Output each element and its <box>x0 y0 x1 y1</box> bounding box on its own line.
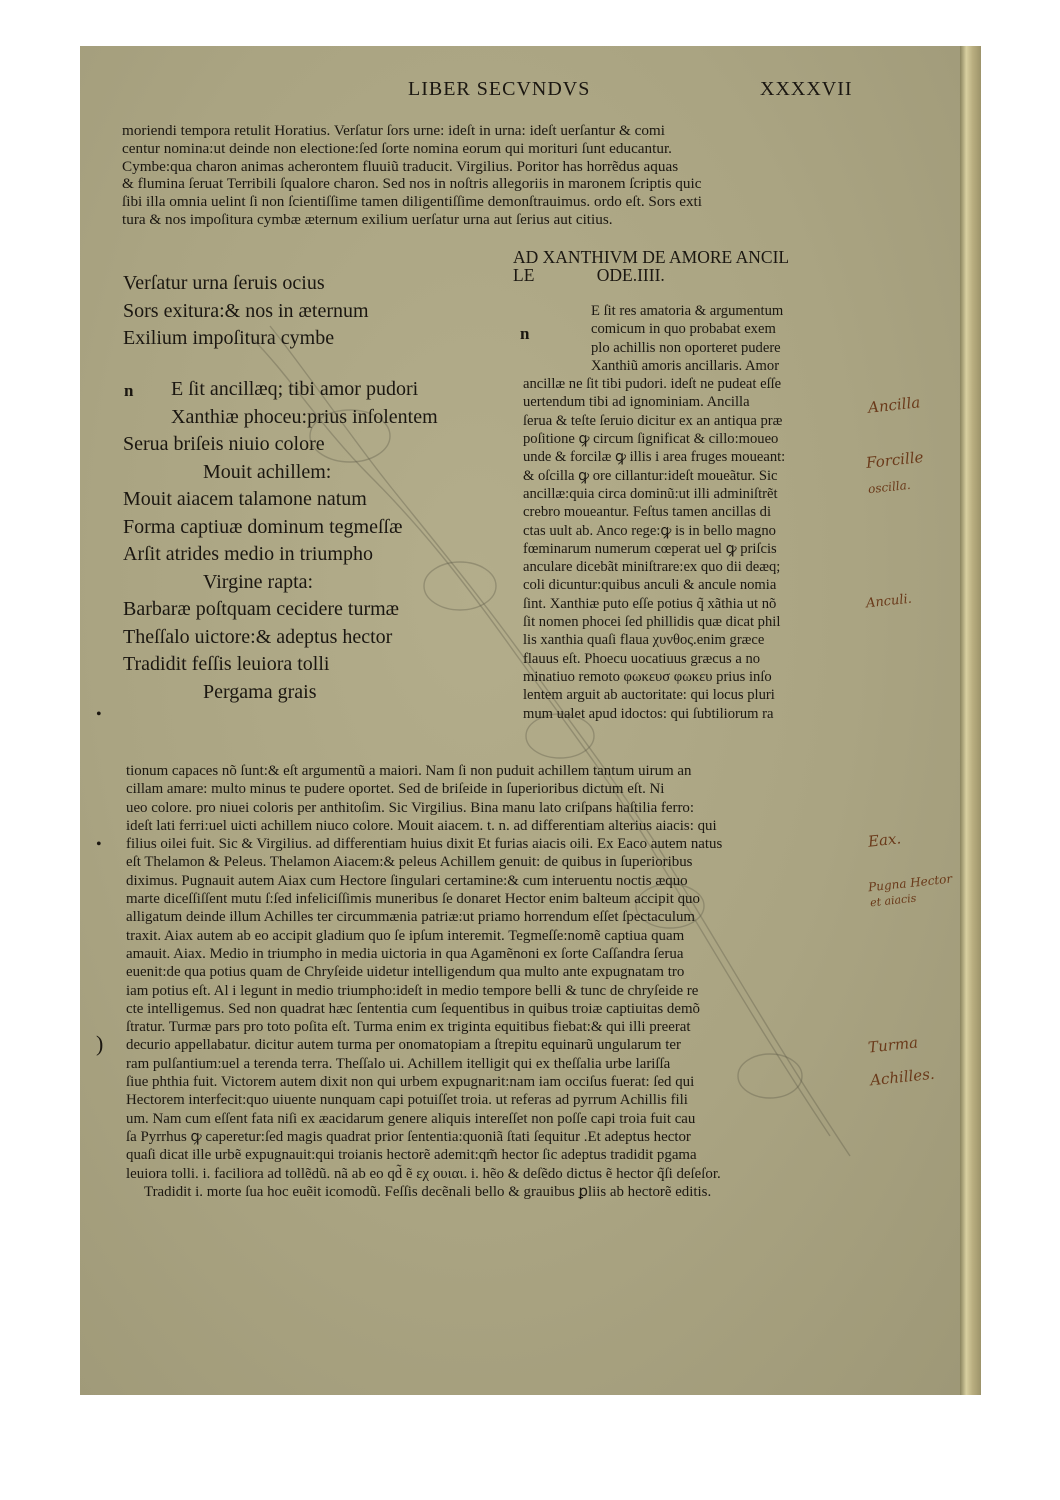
verse-line: Xanthiæ phoceu:prius inſolentem <box>171 405 438 428</box>
marginal-note: Forcille <box>865 448 925 472</box>
text-line: ctas uult ab. Anco rege:ꝙ is in bello magno <box>523 522 776 539</box>
verse-line: Tradidit feſſis leuiora tolli <box>123 653 330 675</box>
verse-stanza-1 <box>123 270 369 353</box>
text-line: tura & nos impoſitura cymbæ æternum exilium uerſatur urna aut ſerius aut citius. <box>122 210 613 228</box>
text-line: cillam amare: multo minus te pudere oportet. Sed de briſeide in ſuperioribus dictum eſt. Ni <box>126 781 665 798</box>
text-line: moriendi tempora retulit Horatius. Verſatur ſors urne: ideſt in urna: ideſt uerſantur & comi <box>122 122 665 139</box>
ode-title-le: LE <box>513 265 535 285</box>
text-line: leuiora tolli. i. faciliora ad tollẽdũ. nã ab eo qd̃ ẽ εχ ουιαι. i. hẽo & deſẽdo dictus ẽ hector q̃ſi deſeſor. <box>126 1165 721 1182</box>
marginal-note: Pugna Hector <box>867 871 953 895</box>
text-line: ancillæ ne ſit tibi pudori. ideſt ne pudeat eſſe <box>523 376 782 393</box>
text-line: ſtratur. Turmæ pars pro toto poſita eſt. Turma enim ex triginta equitibus fiebat:& qui illi preerat <box>126 1019 691 1036</box>
text-line: E ſit res amatoria & argumentum <box>591 303 784 319</box>
text-line: coli dicuntur:quibus anculi & ancule nomia <box>523 577 777 594</box>
text-line: ſiue phthia fuit. Victorem autem dixit non qui urbem expugnarit:nam iam occiſus fuerat: ſed qui <box>126 1074 695 1091</box>
text-line: um. Nam cum eſſent fata niſi ex æacidarum genere aliquis intereſſet non poſſe capi troia fuit cau <box>126 1110 696 1127</box>
text-line: ſibi illa omnia uelint ſi non ſcientiſſime tamen diligentiſſime demonſtrauimus. ordo eſt. Sors exti <box>122 193 702 211</box>
marginal-note: et aiacis <box>869 891 917 910</box>
text-line: tionum capaces nõ ſunt:& eſt argumentũ a maiori. Nam ſi non puduit achillem tantum uirum an <box>126 763 692 779</box>
right-commentary <box>523 302 785 723</box>
verse-line: Mouit achillem: <box>203 460 332 483</box>
verse-line: Forma captiuæ dominum tegmeſſæ <box>123 515 403 538</box>
scanned-page <box>80 46 981 1395</box>
folio-number: XXXXVII <box>760 78 853 100</box>
text-line: eſt Thelamon & Peleus. Thelamon Aiacem:& peleus Achillem genuit: de quibus in ſuperioribus <box>126 854 693 871</box>
ode-title-line-1: AD XANTHIVM DE AMORE ANCIL <box>513 247 790 267</box>
top-commentary <box>122 122 702 229</box>
marginal-note: Anculi. <box>865 591 913 612</box>
bottom-commentary <box>126 762 722 1201</box>
text-line: euenit:de qua potius quam de Chryſeide uidetur intelligendum qua multo ante expugnatam tro <box>126 964 685 981</box>
section-marker: n <box>520 324 530 343</box>
verse-line: Exilium impoſitura cymbe <box>123 327 335 349</box>
text-line: anculare dicebãt miniſtrare:ex quo dii deæq; <box>523 559 781 576</box>
text-line: crebro moueantur. Feſtus tamen ancillas di <box>523 504 772 521</box>
text-line: comicum in quo probabat exem <box>591 321 776 338</box>
verse-ode <box>123 376 438 706</box>
text-line: ideſt lati ferri:uel uicti achillem niuco colore. Mouit aiacem. t. n. ad differentiam alterius aiacis: qui <box>126 817 717 834</box>
text-line: marte diceſſiſſent mutu ſ:ſed infeliciſſimis muneribus ſe donaret Hector enim balteum accipit quo <box>126 891 700 908</box>
text-line: ſerua & teſte ſeruio dicitur ex an antiqua præ <box>523 412 783 429</box>
bracket-mark: ) <box>96 1031 104 1056</box>
text-line: & flumina ſeruat Terribili ſqualore charon. Sed nos in noſtris allegoriis in maronem ſcriptis quic <box>122 175 702 193</box>
verse-line: Arſit atrides medio in triumpho <box>123 543 373 565</box>
text-line: ram pulſantium:uel a terenda terra. Theſſalo ui. Achillem itelligit qui ex theſſalia urbe lariſſa <box>126 1055 671 1072</box>
text-line: unde & forcilæ ꝙ illis i area fruges moueant: <box>523 449 786 466</box>
marginal-note: Turma <box>867 1033 919 1057</box>
verse-line: Mouit aiacem talamone natum <box>123 488 367 510</box>
bullet-mark: • <box>96 706 102 723</box>
page-paper <box>80 46 960 1395</box>
ode-title-line-2 <box>513 266 789 284</box>
text-line: plo achillis non oporteret pudere <box>591 339 781 356</box>
text-line: centur nomina:ut deinde non electione:ſed ſorte nomina eorum qui morituri ſunt educantur. <box>122 139 672 157</box>
text-line: minatiuo remoto φωκευσ φωκευ prius inſo <box>523 668 772 685</box>
text-line: Cymbe:qua charon animas acherontem fluuiũ traducit. Virgilius. Poritor has horrẽdus aquas <box>122 157 679 175</box>
text-line: ueo colore. pro niuei coloris per anthitoſim. Sic Virgilius. Bina manu lato criſpans haſtilia ferro: <box>126 799 694 816</box>
text-line: Tradidit i. morte ſua hoc euẽit icomodũ. Feſſis decẽnali bello & grauibus ꝑliis ab hectorẽ editis. <box>144 1183 712 1200</box>
verse-line: Pergama grais <box>203 680 317 703</box>
text-line: Hectorem interfecit:quo uiuente nunquam capi potuiſſet troia. ut referas ad pyrrum Achillis fili <box>126 1092 688 1109</box>
text-line: flauus eſt. Phoecu uocatiuus græcus a no <box>523 650 761 667</box>
text-line: ſint. Xanthiæ puto eſſe potius q̃ xãthia ut nõ <box>523 595 777 612</box>
verse-line: Sors exitura:& nos in æternum <box>123 299 369 322</box>
ode-number: ODE.IIII. <box>596 265 665 285</box>
verse-line: E ſit ancillæq; tibi amor pudori <box>171 378 419 400</box>
text-line: ſit nomen phocei ſed phillidis quæ dicat phil <box>523 614 781 631</box>
marginal-note: Ancilla <box>867 393 922 417</box>
ode-heading <box>513 248 789 284</box>
text-line: amauit. Aiax. Medio in triumpho in media uictoria in qua Agamẽnoni ex ſorte Caſſandra ſerua <box>126 945 684 962</box>
text-line: ancillæ:quia circa dominũ:ut illi adminiſtrẽt <box>523 485 778 502</box>
running-header <box>80 78 960 104</box>
text-line: & oſcilla ꝙ ore cillantur:ideſt moueãtur. Sic <box>523 467 778 484</box>
text-line: cte intelligemus. Sed non quadrat hæc ſententia cum ſequentibus in quibus troiæ captiuitas demõ <box>126 1000 701 1017</box>
verse-line: Serua briſeis niuio colore <box>123 433 325 455</box>
text-line: traxit. Aiax autem ab eo accipit gladium quo ſe ipſum interemit. Tegmeſſe:nomẽ captiua quam <box>126 927 685 944</box>
bullet-mark: • <box>96 836 102 853</box>
section-marker: n <box>124 381 134 400</box>
verse-line: Virgine rapta: <box>203 570 314 593</box>
text-line: quaſi dicat ille urbẽ expugnauit:qui troianis hectorẽ ademit:qm̃ hector ſic adeptus tradidit pgama <box>126 1147 697 1164</box>
verse-line: Verſatur urna ſeruis ocius <box>123 272 325 294</box>
text-line: Xanthiũ amoris ancillaris. Amor <box>591 357 780 374</box>
text-line: iam potius eſt. Al i legunt in medio triumpho:ideſt in medio tempore belli & tunc de chryſeide re <box>126 982 699 999</box>
text-line: lis xanthia quaſi flaua χυνθος.enim græce <box>523 632 765 649</box>
text-line: ſa Pyrrhus ꝙ caperetur:ſed magis quadrat prior ſententia:quoniã ſtati ſequitur .Et adeptus hector <box>126 1128 691 1145</box>
marginal-note: Eax. <box>867 829 902 851</box>
text-line: mum ualet apud idoctos: qui ſubtiliorum ra <box>523 705 774 722</box>
text-line: alligatum deinde illum Achilles ter circummænia patriæ:ut priamo horrendum eſſet ſpectaculum <box>126 909 695 926</box>
text-line: decurio appellabatur. dicitur autem turma per onomatopiam a ſtrepitu equinarũ ungularum ter <box>126 1037 681 1054</box>
page-edge <box>960 46 981 1395</box>
verse-line: Theſſalo uictore:& adeptus hector <box>123 625 393 648</box>
text-line: poſitione ꝙ circum ſignificat & cillo:moueo <box>523 431 779 448</box>
marginal-note: Achilles. <box>869 1064 936 1090</box>
marginal-note: oscilla. <box>867 477 912 497</box>
header-title: LIBER SECVNDVS <box>408 78 591 100</box>
text-line: diximus. Pugnauit autem Aiax cum Hectore ſingulari certamine:& cum interuentu noctis æquo <box>126 872 688 889</box>
verse-line: Barbaræ poſtquam cecidere turmæ <box>123 598 400 620</box>
text-line: filius oilei fuit. Sic & Virgilius. ad differentiam huius dixit Et furias aiacis oili. Ex Eaco autem natus <box>126 836 723 853</box>
text-line: fœminarum numerum cœperat uel ꝙ priſcis <box>523 540 777 557</box>
text-line: lentem arguit ab auctoritate: qui locus pluri <box>523 687 775 704</box>
text-line: uertendum tibi ad ignominiam. Ancilla <box>523 394 750 411</box>
